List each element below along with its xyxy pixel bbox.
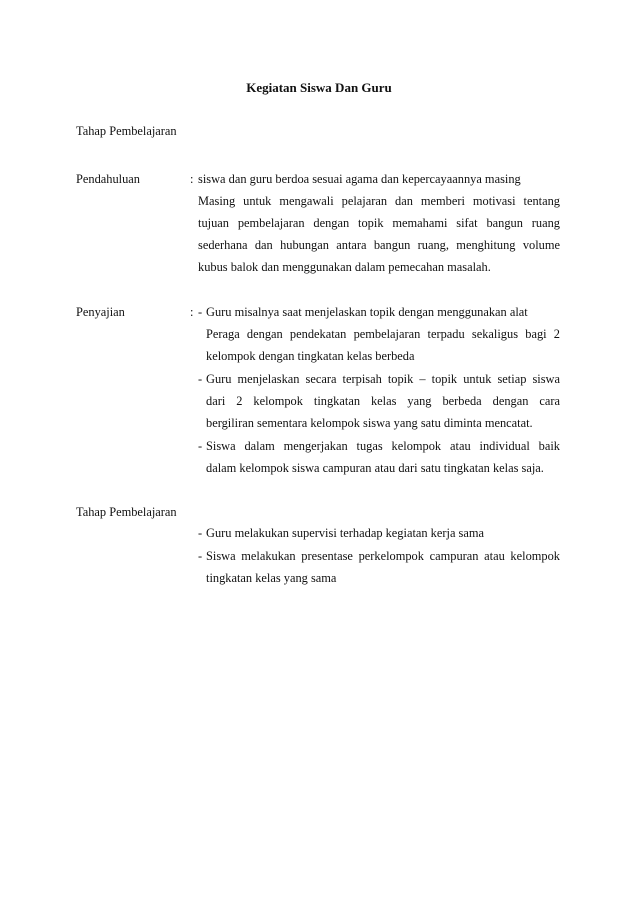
list-item-line: Siswa dalam mengerjakan tugas kelompok atau individual baik: [206, 439, 560, 453]
list-item-line: tingkatan kelas yang sama: [206, 571, 337, 585]
section-label-tahap-pembelajaran: Tahap Pembelajaran: [76, 124, 177, 138]
list-item-line: Siswa melakukan presentase perkelompok campuran atau kelompok: [206, 549, 560, 563]
list-item-line: kelompok dengan tingkatan kelas berbeda: [206, 349, 415, 363]
bullet-dash: -: [198, 305, 203, 319]
section-label-penyajian: Penyajian: [76, 305, 125, 319]
list-item-line: dari 2 kelompok tingkatan kelas yang berbeda dengan cara: [206, 394, 560, 408]
bullet-dash: -: [198, 439, 203, 453]
colon-separator: :: [190, 172, 194, 186]
paragraph-line: sederhana dan hubungan antara bangun ruang, menghitung volume: [198, 238, 560, 252]
paragraph-line: tujuan pembelajaran dengan topik memahami sifat bangun ruang: [198, 216, 560, 230]
colon-separator: :: [190, 305, 194, 319]
bullet-dash: -: [198, 549, 203, 563]
paragraph-line: siswa dan guru berdoa sesuai agama dan kepercayaannya masing: [198, 172, 521, 186]
section-label-tahap-pembelajaran-2: Tahap Pembelajaran: [76, 505, 177, 519]
list-item-line: Peraga dengan pendekatan pembelajaran terpadu sekaligus bagi 2: [206, 327, 560, 341]
bullet-dash: -: [198, 526, 203, 540]
bullet-dash: -: [198, 372, 203, 386]
section-label-pendahuluan: Pendahuluan: [76, 172, 141, 186]
list-item-line: Guru misalnya saat menjelaskan topik dengan menggunakan alat: [206, 305, 528, 319]
page-title: Kegiatan Siswa Dan Guru: [246, 80, 392, 95]
list-item-line: Guru menjelaskan secara terpisah topik – topik untuk setiap siswa: [206, 372, 560, 386]
list-item-line: bergiliran sementara kelompok siswa yang satu diminta mencatat.: [206, 416, 533, 430]
paragraph-line: Masing untuk mengawali pelajaran dan memberi motivasi tentang: [198, 194, 560, 208]
list-item-line: dalam kelompok siswa campuran atau dari satu tingkatan kelas saja.: [206, 461, 544, 475]
paragraph-line: kubus balok dan menggunakan dalam pemecahan masalah.: [198, 260, 491, 274]
list-item-line: Guru melakukan supervisi terhadap kegiatan kerja sama: [206, 526, 484, 540]
